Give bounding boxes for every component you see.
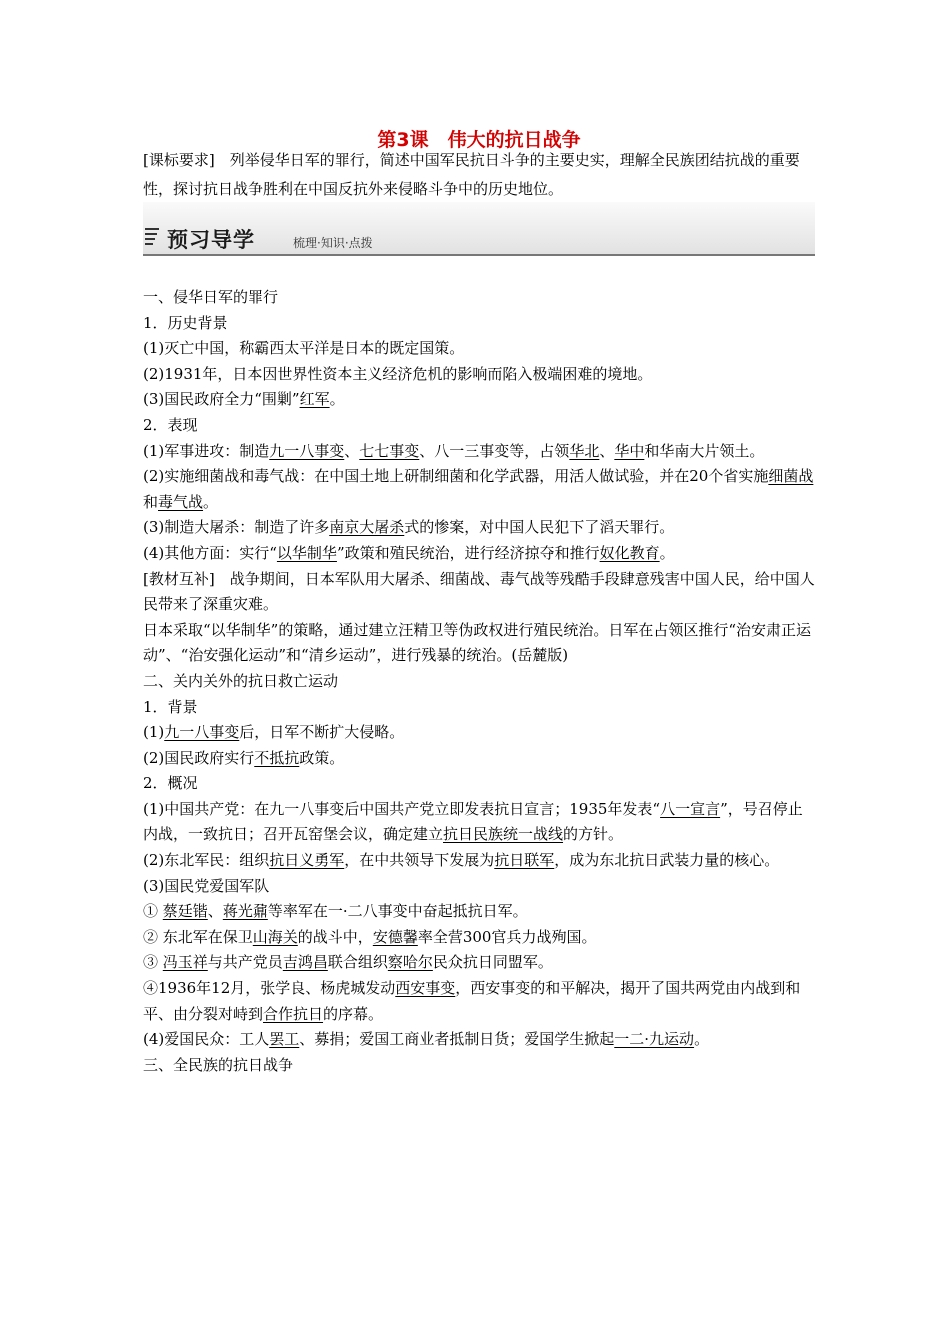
- text-line: [143, 899, 815, 925]
- underlined-term: 细菌战: [768, 467, 814, 486]
- text-segment: (4)其他方面：实行“: [143, 543, 277, 562]
- text-line: [143, 797, 815, 848]
- text-line: [143, 976, 815, 1027]
- text-line: [143, 464, 815, 515]
- underlined-term: 罢工: [269, 1030, 300, 1049]
- text-segment: 与共产党员: [207, 953, 283, 972]
- text-segment: 、募捐；爱国工商业者抵制日货；爱国学生掀起: [299, 1030, 615, 1049]
- text-line: [143, 567, 815, 618]
- text-segment: 1．历史背景: [143, 313, 228, 332]
- text-segment: (4)爱国民众：工人: [143, 1030, 270, 1049]
- text-segment: ，在中共领导下发展为: [344, 851, 495, 870]
- text-segment: 等率军在一·二八事变中奋起抵抗日军。: [267, 902, 528, 921]
- text-segment: 、八一三事变等，占领: [419, 441, 570, 460]
- text-segment: ，成为东北抗日武装力量的核心。: [554, 851, 780, 870]
- text-segment: 一、侵华日军的罪行: [143, 288, 279, 306]
- section-banner: [143, 202, 815, 256]
- text-line: [143, 720, 815, 746]
- text-segment: (2)实施细菌战和毒气战：在中国土地上研制细菌和化学武器，用活人做试验，并在20个省实施: [143, 467, 769, 486]
- underlined-term: 蒋光鼐: [222, 902, 268, 921]
- underlined-term: 九一八事变: [269, 441, 345, 460]
- text-segment: (2)1931年，日本因世界性资本主义经济危机的影响而陷入极端困难的境地。: [143, 364, 653, 383]
- underlined-term: 一二·九运动: [614, 1030, 695, 1049]
- text-segment: 。: [329, 390, 345, 409]
- underlined-term: 七七事变: [359, 441, 420, 460]
- text-segment: 。: [694, 1030, 710, 1049]
- curriculum-requirement: [143, 146, 815, 204]
- text-segment: 的战斗中，: [297, 927, 373, 946]
- text-segment: (1): [143, 723, 165, 742]
- underlined-term: 以华制华: [276, 543, 337, 562]
- text-segment: 的序幕。: [323, 1004, 384, 1023]
- requirement-text: 列举侵华日军的罪行，简述中国军民抗日斗争的主要史实，理解全民族团结抗战的重要性，探讨抗日战争胜利在中国反抗外来侵略斗争中的历史地位。: [143, 151, 800, 198]
- text-segment: 后，日军不断扩大侵略。: [239, 723, 405, 742]
- text-segment: 1．背景: [143, 697, 198, 716]
- text-line: [143, 925, 815, 951]
- underlined-term: 抗日义勇军: [269, 851, 345, 870]
- underlined-term: 抗日联军: [494, 851, 555, 870]
- underlined-term: 安德馨: [372, 927, 418, 946]
- text-segment: 二、关内关外的抗日救亡运动: [143, 671, 339, 690]
- underlined-term: 华中: [614, 441, 645, 460]
- lesson-content: [143, 285, 815, 1078]
- underlined-term: 山海关: [252, 927, 298, 946]
- underlined-term: 毒气战: [158, 492, 204, 511]
- text-segment: 2．概况: [143, 774, 198, 793]
- text-segment: 日本采取“以华制华”的策略，通过建立汪精卫等伪政权进行殖民统治。日军在占领区推行“治安肃正运动”、“治安强化运动”和“清乡运动”，进行残暴的统治。(岳麓版): [143, 620, 812, 665]
- text-segment: (3)制造大屠杀：制造了许多: [143, 518, 330, 537]
- text-segment: (1)中国共产党：在九一八事变后中国共产党立即发表抗日宣言；1935年发表“: [143, 799, 661, 818]
- text-segment: 、: [599, 441, 615, 460]
- requirement-label: [课标要求]: [143, 151, 215, 169]
- text-segment: ④1936年12月，张学良、杨虎城发动: [143, 979, 396, 998]
- text-segment: ③: [143, 953, 163, 972]
- underlined-term: 吉鸿昌: [282, 953, 328, 972]
- text-line: [143, 746, 815, 772]
- text-line: [143, 771, 815, 797]
- underlined-term: 南京大屠杀: [329, 518, 405, 537]
- text-segment: 、: [207, 902, 223, 921]
- underlined-term: 华北: [569, 441, 600, 460]
- text-line: [143, 618, 815, 669]
- text-line: [143, 669, 815, 695]
- text-segment: 率全营300官兵力战殉国。: [417, 927, 597, 946]
- text-segment: (3)国民政府全力“围剿”: [143, 390, 300, 409]
- underlined-term: 抗日民族统一战线: [443, 825, 564, 844]
- text-line: [143, 413, 815, 439]
- text-segment: ”，号召停止内战，一致抗日；召开瓦窑堡会议，确定建立: [143, 799, 803, 844]
- text-line: [143, 848, 815, 874]
- text-line: [143, 362, 815, 388]
- stripes-icon: [145, 228, 159, 248]
- text-line: [143, 515, 815, 541]
- underlined-term: 西安事变: [395, 979, 456, 998]
- text-line: [143, 387, 815, 413]
- text-segment: (3)国民党爱国军队: [143, 876, 270, 895]
- text-line: [143, 1027, 815, 1053]
- text-segment: 三、全民族的抗日战争: [143, 1055, 294, 1074]
- text-line: [143, 874, 815, 900]
- text-line: [143, 695, 815, 721]
- underlined-term: 八一宣言: [660, 799, 721, 818]
- lesson-title: 第3课 伟大的抗日战争: [377, 129, 581, 151]
- underlined-term: 冯玉祥: [162, 953, 208, 972]
- underlined-term: 察哈尔: [387, 953, 433, 972]
- text-line: [143, 336, 815, 362]
- text-segment: ①: [143, 902, 163, 921]
- text-segment: 式的惨案，对中国人民犯下了滔天罪行。: [404, 518, 675, 537]
- underlined-term: 红军: [299, 390, 330, 409]
- banner-subtitle: 梳理·知识·点拨: [293, 236, 373, 250]
- text-segment: 和: [143, 492, 159, 511]
- text-line: [143, 285, 815, 311]
- text-line: [143, 439, 815, 465]
- text-segment: (1)灭亡中国，称霸西太平洋是日本的既定国策。: [143, 339, 465, 358]
- text-segment: 联合组织: [327, 953, 388, 972]
- text-segment: 、: [344, 441, 360, 460]
- text-segment: ”政策和殖民统治，进行经济掠夺和推行: [336, 543, 600, 562]
- text-segment: 2．表现: [143, 415, 198, 434]
- text-line: [143, 541, 815, 567]
- text-segment: 和华南大片领土。: [644, 441, 765, 460]
- underlined-term: 不抵抗: [254, 748, 300, 767]
- underlined-term: 奴化教育: [599, 543, 660, 562]
- text-segment: 。: [659, 543, 675, 562]
- text-segment: (1)军事进攻：制造: [143, 441, 270, 460]
- text-segment: ② 东北军在保卫: [143, 927, 253, 946]
- banner-title: 预习导学: [167, 228, 255, 252]
- text-segment: [教材互补] 战争期间，日本军队用大屠杀、细菌战、毒气战等残酷手段肆意残害中国人民，给中国人民带来了深重灾难。: [143, 569, 815, 614]
- text-line: [143, 950, 815, 976]
- text-segment: 的方针。: [563, 825, 624, 844]
- underlined-term: 九一八事变: [164, 723, 240, 742]
- text-segment: 政策。: [299, 748, 345, 767]
- text-line: [143, 1053, 815, 1079]
- text-segment: 。: [203, 492, 219, 511]
- underlined-term: 合作抗日: [263, 1004, 324, 1023]
- underlined-term: 蔡廷锴: [162, 902, 208, 921]
- text-line: [143, 311, 815, 337]
- text-segment: (2)国民政府实行: [143, 748, 255, 767]
- text-segment: ，西安事变的和平解决，揭开了国共两党由内战到和平、由分裂对峙到: [143, 979, 801, 1023]
- text-segment: (2)东北军民：组织: [143, 851, 270, 870]
- text-segment: 民众抗日同盟军。: [432, 953, 553, 972]
